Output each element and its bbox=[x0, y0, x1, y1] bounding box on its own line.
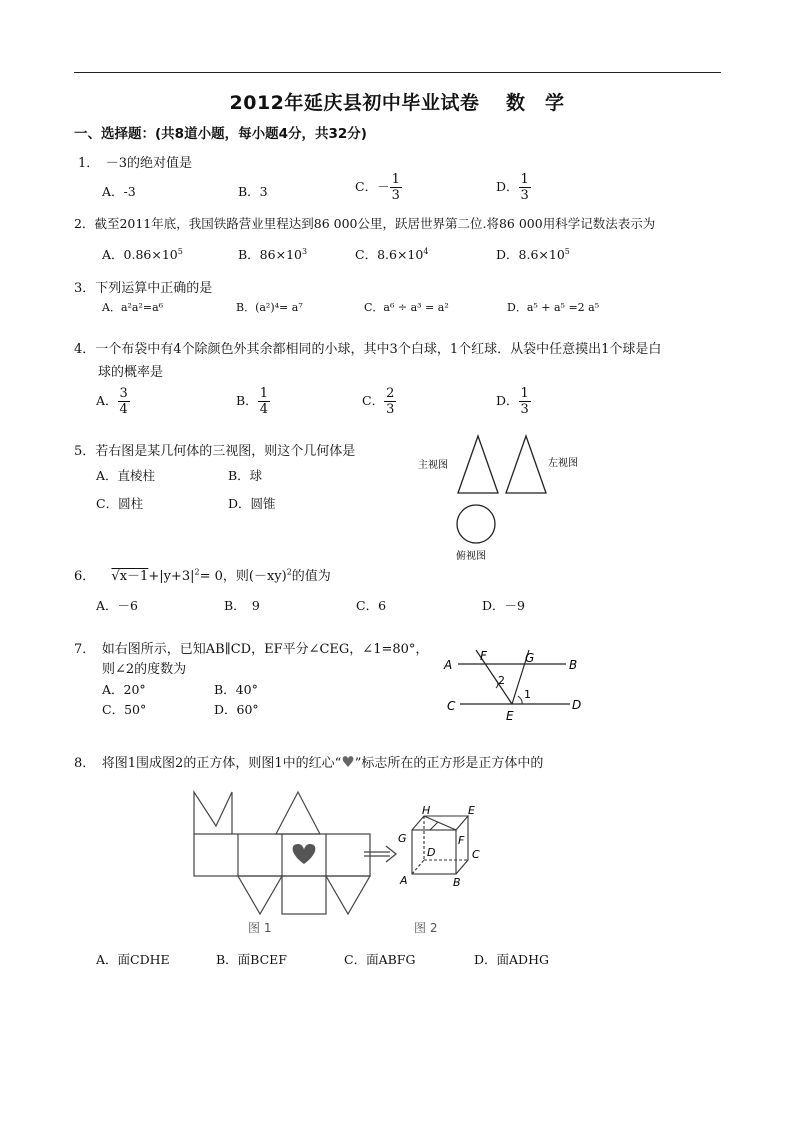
q6-option-a: A．－6 bbox=[96, 598, 138, 613]
q7-option-a: A．20° bbox=[102, 682, 146, 697]
q3-stem: 3．下列运算中正确的是 bbox=[74, 281, 213, 296]
q1-stem: 1． －3的绝对值是 bbox=[78, 156, 193, 171]
q8-option-d: D．面ADHG bbox=[474, 952, 549, 967]
q6-stem bbox=[74, 565, 331, 584]
q6-option-b: B． 9 bbox=[224, 598, 260, 613]
q1-option-c-den: 3 bbox=[391, 188, 400, 203]
q5-option-b: B．球 bbox=[228, 468, 263, 483]
q6-abs-exp: 2 bbox=[194, 567, 200, 577]
q2-option-d-exp: 5 bbox=[564, 246, 570, 256]
q6-question: 的值为 bbox=[291, 569, 331, 584]
q1-option-d bbox=[496, 172, 531, 203]
q2-option-b bbox=[238, 245, 307, 263]
q8-option-a: A．面CDHE bbox=[96, 952, 170, 967]
q8-cube-net-figure bbox=[186, 786, 496, 942]
label-e: E bbox=[506, 709, 514, 723]
q6-option-d: D．－9 bbox=[482, 598, 525, 613]
top-view-label: 俯视图 bbox=[456, 551, 486, 562]
q6-condition: = 0，则(－xy) bbox=[199, 569, 287, 584]
q4-option-c-den: 3 bbox=[386, 402, 395, 417]
label-d: D bbox=[572, 698, 582, 712]
q4-option-b-den: 4 bbox=[259, 402, 268, 417]
cube-label-c: C bbox=[472, 848, 480, 861]
q3-option-b: B．(a²)⁴= a⁷ bbox=[236, 301, 303, 314]
q1-option-c-num: 1 bbox=[391, 172, 400, 187]
q8-option-c: C．面ABFG bbox=[344, 952, 416, 967]
q8-stem bbox=[74, 752, 543, 771]
q2-option-c bbox=[355, 245, 428, 263]
q1-option-b: B．3 bbox=[238, 184, 268, 199]
label-a: A bbox=[444, 658, 453, 672]
q4-option-b-prefix: B． bbox=[236, 393, 258, 408]
cube-net bbox=[194, 792, 370, 914]
q4-option-a-num: 3 bbox=[119, 386, 128, 401]
q2-option-a-exp: 5 bbox=[177, 246, 183, 256]
left-view-label: 左视图 bbox=[548, 458, 578, 469]
cube-label-d: D bbox=[427, 846, 436, 859]
q2-option-d-base: D．8.6×10 bbox=[496, 247, 565, 262]
q4-option-d-num: 1 bbox=[520, 386, 529, 401]
label-angle-1: 1 bbox=[524, 688, 531, 701]
q6-sqrt-term: √x－1 bbox=[111, 569, 149, 584]
q7-stem-line1: 7． 如右图所示，已知AB∥CD，EF平分∠CEG，∠1=80°， bbox=[74, 642, 429, 657]
front-view-label: 主视图 bbox=[418, 460, 448, 471]
net-bottom-left-triangle bbox=[238, 876, 282, 914]
page-title: 2012年延庆县初中毕业试卷 数 学 bbox=[229, 92, 565, 114]
cube-label-b: B bbox=[453, 876, 461, 889]
q5-option-c: C．圆柱 bbox=[96, 496, 144, 511]
section-heading: 一、选择题：(共8道小题，每小题4分，共32分) bbox=[74, 126, 367, 142]
q7-option-c: C．50° bbox=[102, 702, 147, 717]
net-bottom-right-triangle bbox=[326, 876, 370, 914]
net-heart-icon bbox=[293, 844, 316, 864]
q5-option-a: A．直棱柱 bbox=[96, 468, 156, 483]
q6-option-c: C．6 bbox=[356, 598, 387, 613]
cube-label-f: F bbox=[458, 834, 465, 847]
q4-option-d-prefix: D． bbox=[496, 393, 519, 408]
q4-option-c bbox=[362, 386, 396, 417]
q2-option-c-base: C．8.6×10 bbox=[355, 247, 424, 262]
q2-option-c-exp: 4 bbox=[423, 246, 429, 256]
label-b: B bbox=[569, 658, 578, 672]
q2-option-d bbox=[496, 245, 570, 263]
q4-stem-line2: 球的概率是 bbox=[98, 365, 164, 380]
arrow-right-icon bbox=[364, 846, 396, 862]
top-view-circle bbox=[457, 505, 495, 543]
q8-stem-part-a: 8． 将图1围成图2的正方体，则图1中的红心“ bbox=[74, 756, 342, 771]
left-view-triangle bbox=[506, 436, 546, 493]
q4-option-d bbox=[496, 386, 531, 417]
net-top-left-flap bbox=[194, 792, 232, 834]
q4-stem-line1: 4．一个布袋中有4个除颜色外其余都相同的小球，其中3个白球，1个红球．从袋中任意摸出1个球是白 bbox=[74, 342, 662, 357]
q8-option-b: B．面BCEF bbox=[216, 952, 287, 967]
q5-three-views-figure bbox=[410, 428, 600, 568]
q4-option-a-prefix: A． bbox=[96, 393, 118, 408]
q4-option-c-num: 2 bbox=[386, 386, 395, 401]
q1-option-d-den: 3 bbox=[520, 188, 529, 203]
cube-label-h: H bbox=[422, 804, 431, 817]
label-g: G bbox=[525, 651, 535, 665]
angle-1-arc bbox=[518, 696, 522, 704]
q2-stem: 2．截至2011年底，我国铁路营业里程达到86 000公里，跃居世界第二位.将86 000用科学记数法表示为 bbox=[74, 216, 656, 231]
label-f: F bbox=[480, 649, 487, 663]
q5-stem: 5．若右图是某几何体的三视图，则这个几何体是 bbox=[74, 444, 356, 459]
q1-option-c-prefix: C．－ bbox=[355, 179, 390, 194]
q4-option-a bbox=[96, 386, 130, 417]
cube-label-g: G bbox=[398, 832, 407, 845]
q7-parallel-lines-figure bbox=[438, 640, 598, 725]
q6-number: 6． bbox=[74, 569, 96, 584]
q7-option-d: D．60° bbox=[214, 702, 259, 717]
q7-option-b: B．40° bbox=[214, 682, 258, 697]
net-top-triangle bbox=[276, 792, 320, 834]
q1-option-a: A．-3 bbox=[102, 184, 136, 199]
front-view-triangle bbox=[458, 436, 498, 493]
q3-option-c: C．a⁶ ÷ a³ = a² bbox=[364, 301, 449, 314]
q7-stem-line2: 则∠2的度数为 bbox=[102, 662, 187, 677]
label-angle-2: 2 bbox=[498, 674, 505, 687]
label-c: C bbox=[447, 699, 456, 713]
q4-option-b bbox=[236, 386, 270, 417]
q2-option-b-exp: 3 bbox=[301, 246, 308, 256]
q3-option-a: A．a²a²=a⁶ bbox=[102, 301, 164, 314]
top-rule bbox=[74, 72, 721, 73]
q4-option-c-prefix: C． bbox=[362, 393, 385, 408]
figure-2-label: 图 2 bbox=[414, 921, 438, 935]
q4-option-a-den: 4 bbox=[119, 402, 128, 417]
cube-label-e: E bbox=[468, 804, 475, 817]
q4-option-b-num: 1 bbox=[259, 386, 268, 401]
figure-1-label: 图 1 bbox=[248, 921, 272, 935]
q2-option-a bbox=[102, 245, 183, 263]
q3-option-d: D．a⁵ + a⁵ =2 a⁵ bbox=[507, 301, 600, 314]
q5-option-d: D．圆锥 bbox=[228, 496, 276, 511]
q8-stem-part-b: ”标志所在的正方形是正方体中的 bbox=[354, 756, 544, 771]
q2-option-b-base: B．86×10 bbox=[238, 247, 302, 262]
q6-abs-term: +|y+3| bbox=[148, 569, 195, 584]
q6-xy-exp: 2 bbox=[286, 567, 292, 577]
q4-option-d-den: 3 bbox=[520, 402, 529, 417]
q2-option-a-base: A．0.86×10 bbox=[102, 247, 178, 262]
net-bottom-square bbox=[282, 876, 326, 914]
heart-icon: ♥ bbox=[341, 753, 355, 771]
q1-option-d-num: 1 bbox=[520, 172, 529, 187]
q1-option-d-prefix: D． bbox=[496, 179, 519, 194]
cube-label-a: A bbox=[400, 874, 408, 887]
q1-option-c bbox=[355, 172, 402, 203]
